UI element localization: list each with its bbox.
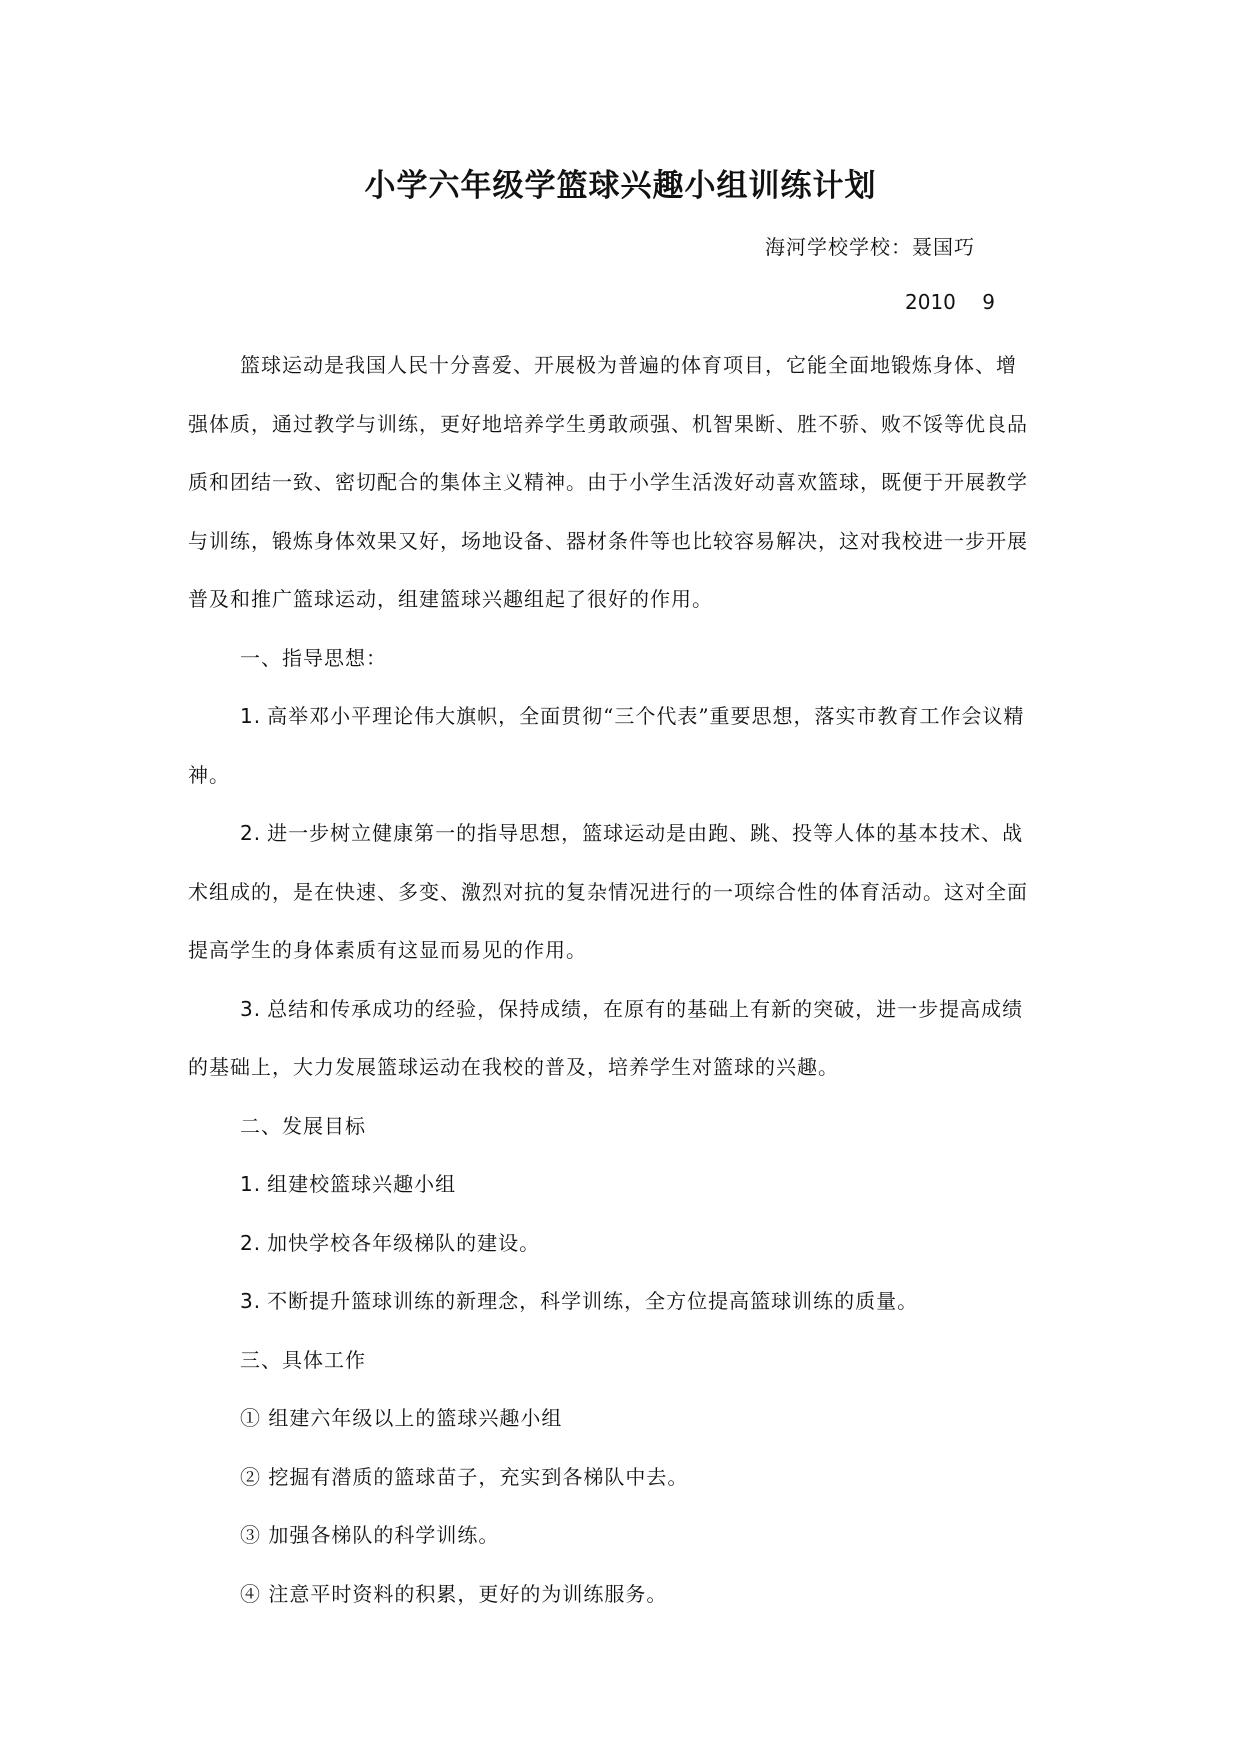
item-text-continued: 术组成的，是在快速、多变、激烈对抗的复杂情况进行的一项综合性的体育活动。这对全面 (188, 879, 1028, 904)
section-heading: 三、具体工作 (240, 1347, 366, 1372)
list-item (188, 1272, 1054, 1331)
item-text: 高举邓小平理论伟大旗帜，全面贯彻“三个代表”重要思想，落实市教育工作会议精 (267, 704, 1025, 728)
item-text-continued: 神。 (188, 762, 230, 787)
item-number: 1. (240, 1172, 262, 1196)
item-text: 进一步树立健康第一的指导思想，篮球运动是由跑、跳、投等人体的基本技术、战 (267, 821, 1024, 845)
intro-line: 普及和推广篮球运动，组建篮球兴趣组起了很好的作用。 (188, 587, 713, 611)
list-item: ④ 注意平时资料的积累，更好的为训练服务。 (240, 1581, 668, 1606)
list-item (188, 687, 1054, 746)
intro-line: 强体质，通过教学与训练，更好地培养学生勇敢顽强、机智果断、胜不骄、败不馁等优良品 (188, 411, 1028, 436)
item-number: 2. (240, 1230, 262, 1255)
intro-line: 与训练，锻炼身体效果又好，场地设备、器材条件等也比较容易解决，这对我校进一步开展 (188, 528, 1028, 553)
list-item: ① 组建六年级以上的篮球兴趣小组 (240, 1406, 563, 1430)
intro-line: 篮球运动是我国人民十分喜爱、开展极为普遍的体育项目，它能全面地锻炼身体、增 (240, 353, 1017, 377)
item-text-continued: 的基础上，大力发展篮球运动在我校的普及，培养学生对篮球的兴趣。 (188, 1055, 839, 1079)
list-item (188, 1214, 1054, 1273)
intro-line: 质和团结一致、密切配合的集体主义精神。由于小学生活泼好动喜欢篮球，既便于开展教学 (188, 470, 1028, 494)
item-text: 加快学校各年级梯队的建设。 (267, 1230, 541, 1255)
author-line: 海河学校学校：聂国巧 (765, 235, 975, 259)
document-title: 小学六年级学篮球兴趣小组训练计划 (364, 168, 877, 204)
list-item (188, 980, 1054, 1039)
date-line: 2010 9 (905, 290, 995, 314)
list-item: ② 挖掘有潜质的篮球苗子，充实到各梯队中去。 (240, 1464, 689, 1489)
item-number: 3. (240, 1289, 262, 1313)
list-item (188, 1155, 1054, 1214)
item-text: 不断提升篮球训练的新理念，科学训练，全方位提高篮球训练的质量。 (267, 1289, 919, 1313)
section-heading: 一、指导思想： (240, 645, 387, 670)
item-number: 1. (240, 704, 262, 728)
item-number: 2. (240, 821, 262, 845)
list-item (188, 804, 1054, 863)
list-item: ③ 加强各梯队的科学训练。 (240, 1523, 500, 1547)
item-text: 总结和传承成功的经验，保持成绩，在原有的基础上有新的突破，进一步提高成绩 (267, 996, 1024, 1021)
item-text: 组建校篮球兴趣小组 (267, 1172, 457, 1196)
document-body (188, 336, 1054, 1623)
item-number: 3. (240, 996, 262, 1021)
item-text-continued: 提高学生的身体素质有这显而易见的作用。 (188, 938, 587, 962)
section-heading: 二、发展目标 (240, 1113, 366, 1138)
